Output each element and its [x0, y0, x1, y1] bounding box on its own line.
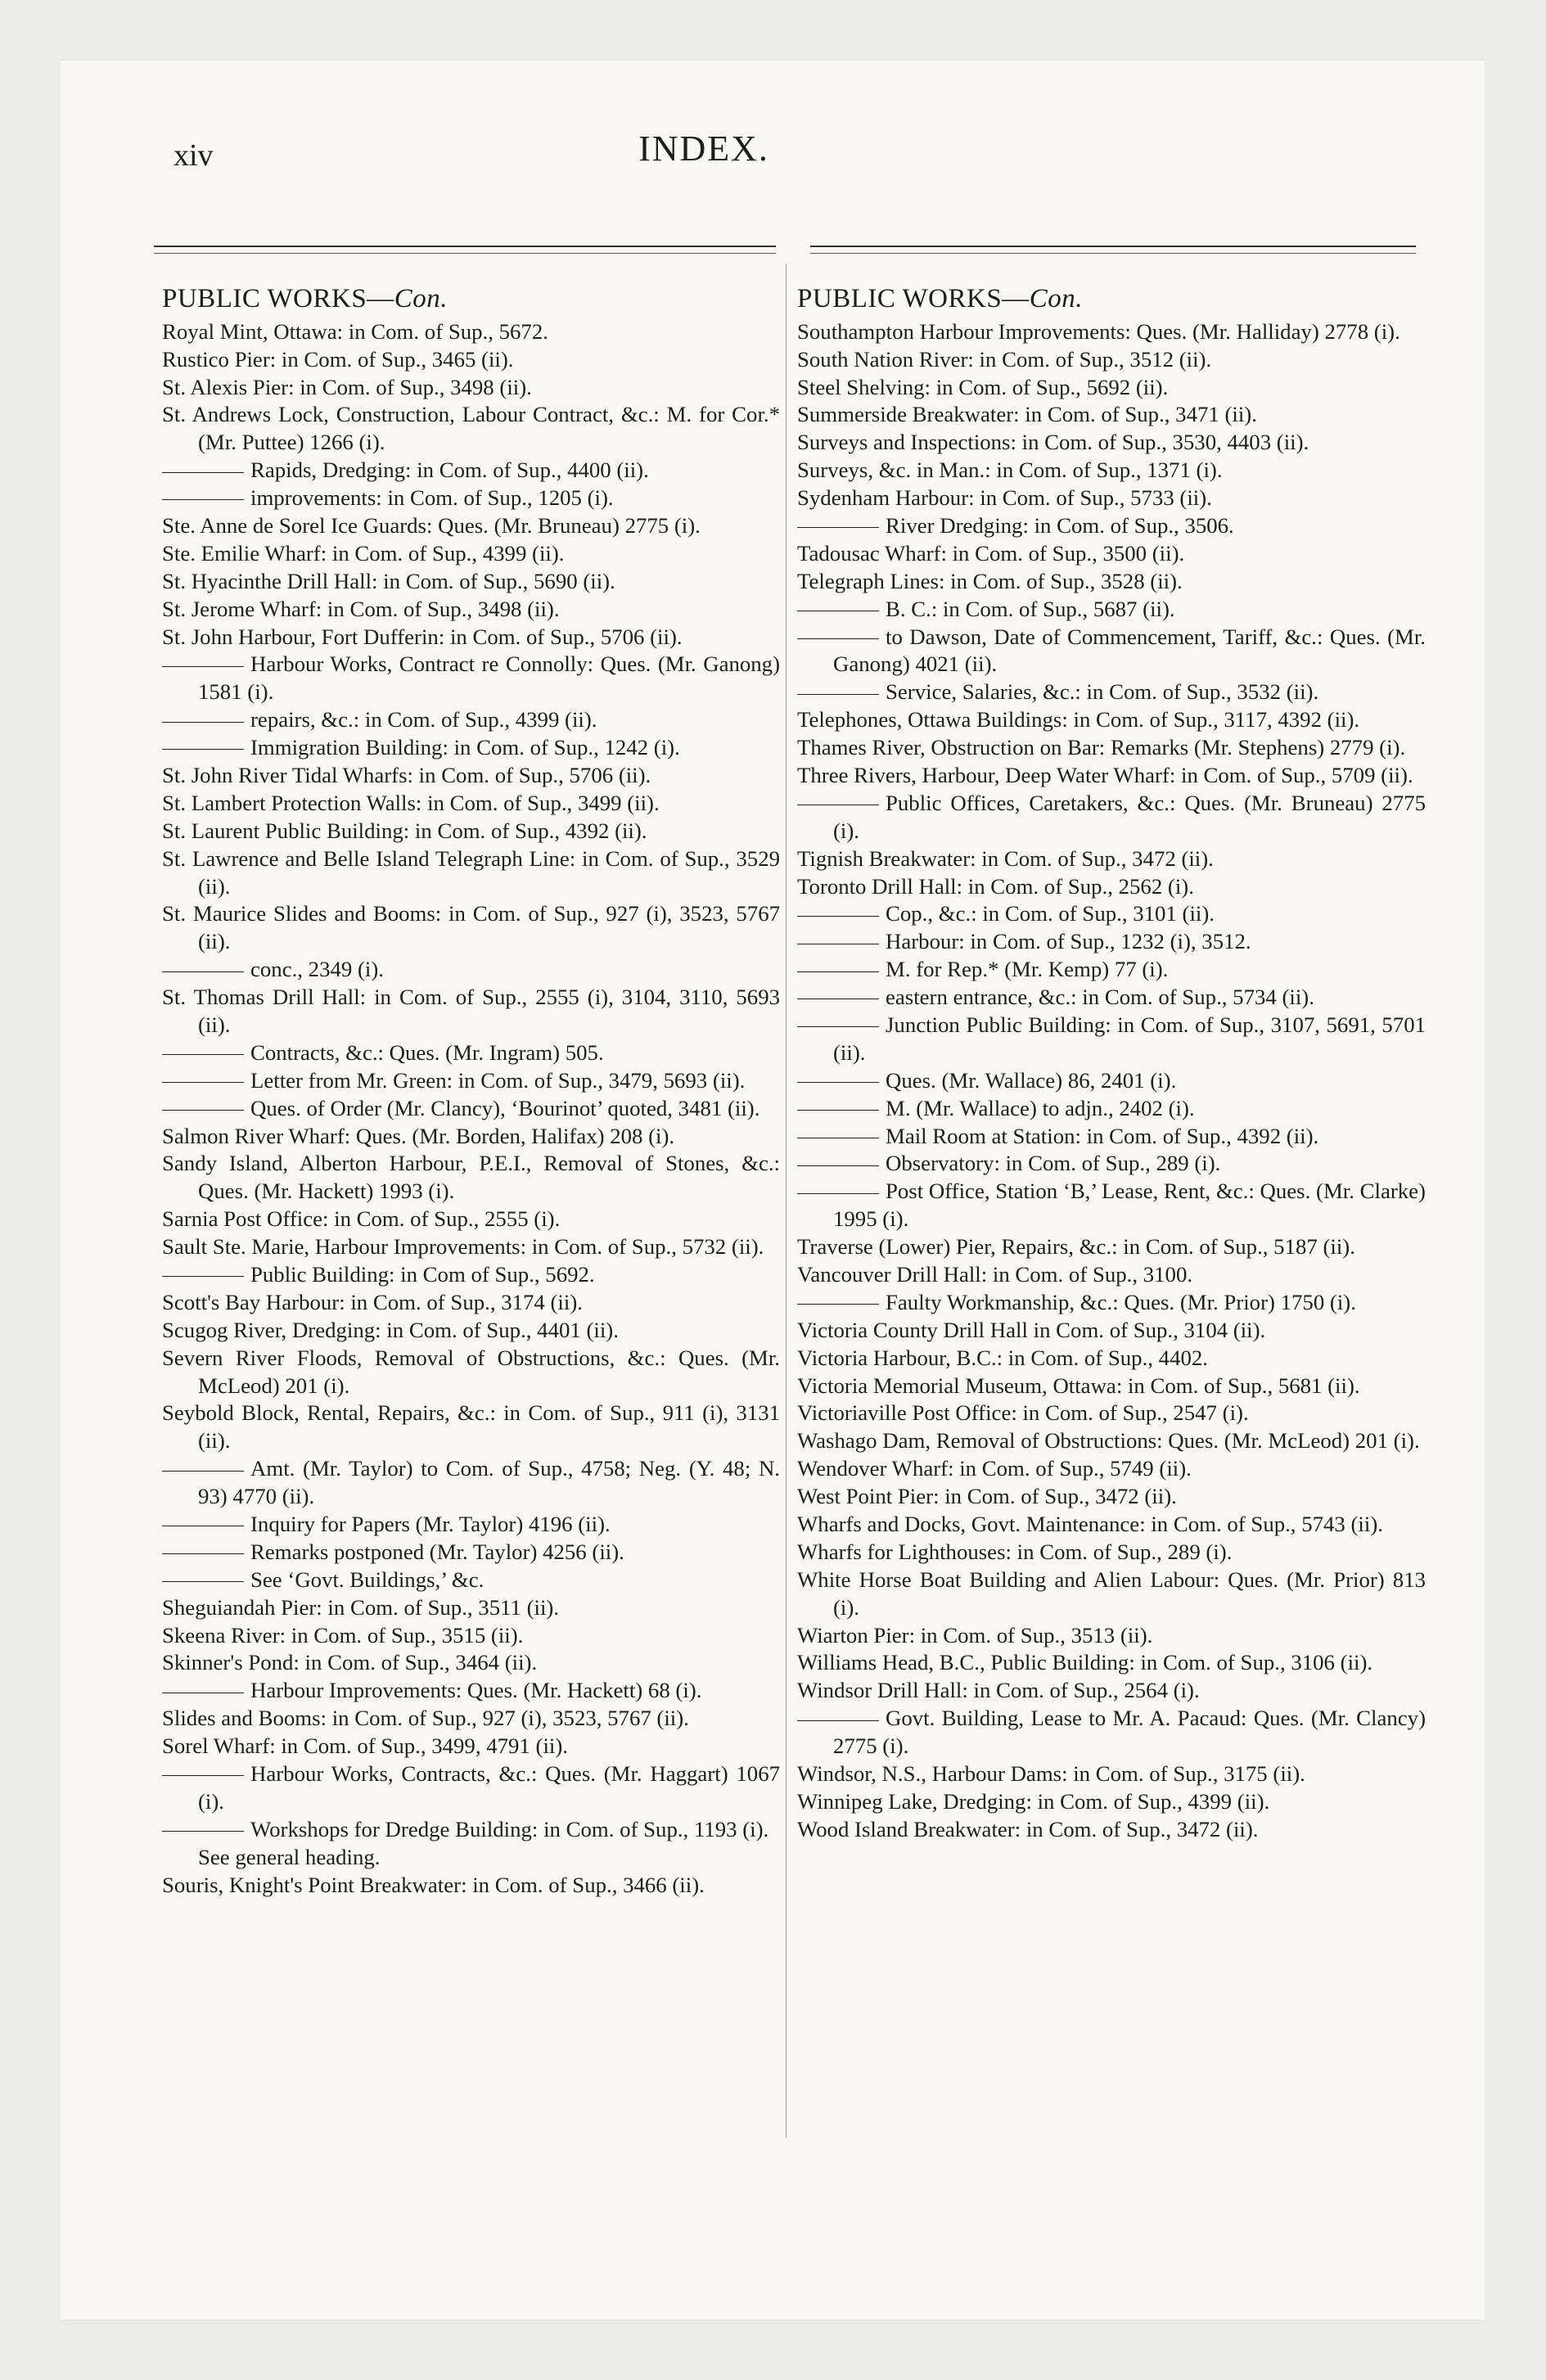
ditto-dash	[162, 1276, 244, 1277]
index-entry-text: Observatory: in Com. of Sup., 289 (i).	[886, 1151, 1221, 1176]
index-entry	[162, 540, 780, 568]
ditto-dash	[162, 722, 244, 723]
index-entry-text: Telephones, Ottawa Buildings: in Com. of Sup., 3117, 4392 (ii).	[797, 707, 1360, 732]
running-head-title: INDEX.	[638, 128, 769, 169]
index-entry-text: South Nation River: in Com. of Sup., 3512 (ii).	[797, 346, 1212, 372]
index-entry-text: Contracts, &c.: Ques. (Mr. Ingram) 505.	[250, 1039, 604, 1065]
index-entry	[162, 401, 780, 457]
index-entry	[797, 1095, 1426, 1123]
index-entry-text: Slides and Booms: in Com. of Sup., 927 (i), 3523, 5767 (ii).	[162, 1706, 689, 1731]
index-entry-text: Wiarton Pier: in Com. of Sup., 3513 (ii).	[797, 1622, 1153, 1648]
index-entry-text: M. (Mr. Wallace) to adjn., 2402 (i).	[886, 1095, 1195, 1120]
index-entry-text: Ques. of Order (Mr. Clancy), ‘Bourinot’ quoted, 3481 (ii).	[250, 1095, 760, 1120]
index-entry	[162, 1345, 780, 1400]
index-entry-text: to Dawson, Date of Commencement, Tariff, &c.: Ques. (Mr. Ganong) 4021 (ii).	[833, 624, 1426, 677]
left-entry-list	[162, 318, 780, 1900]
index-entry-text: Royal Mint, Ottawa: in Com. of Sup., 5672.	[162, 318, 548, 344]
index-entry-text: Southampton Harbour Improvements: Ques. (Mr. Halliday) 2778 (i).	[797, 318, 1400, 344]
index-entry-text: Wharfs for Lighthouses: in Com. of Sup., 289 (i).	[797, 1539, 1233, 1564]
index-entry	[797, 1012, 1426, 1067]
index-entry	[797, 1373, 1426, 1400]
index-entry-text: Tignish Breakwater: in Com. of Sup., 3472 (ii).	[797, 845, 1214, 871]
index-entry	[162, 1760, 780, 1816]
column-divider	[786, 264, 787, 2138]
index-entry	[797, 845, 1426, 873]
index-entry-text: Windsor Drill Hall: in Com. of Sup., 2564 (i).	[797, 1678, 1200, 1703]
index-entry	[797, 1788, 1426, 1816]
index-entry	[162, 984, 780, 1039]
ditto-dash	[162, 1082, 244, 1083]
index-entry-text: Sydenham Harbour: in Com. of Sup., 5733 (ii).	[797, 485, 1212, 511]
index-entry-text: Letter from Mr. Green: in Com. of Sup., 3479, 5693 (ii).	[250, 1067, 746, 1093]
index-entry-text: Severn River Floods, Removal of Obstructions, &c.: Ques. (Mr. McLeod) 201 (i).	[162, 1345, 780, 1398]
index-entry	[162, 956, 780, 984]
index-entry	[162, 1261, 780, 1289]
heading-main: PUBLIC WORKS—	[797, 284, 1030, 313]
ditto-dash	[797, 971, 879, 972]
index-entry-text: Ste. Anne de Sorel Ice Guards: Ques. (Mr. Bruneau) 2775 (i).	[162, 512, 701, 538]
right-entry-list	[797, 318, 1426, 1844]
index-entry	[797, 928, 1426, 956]
index-entry-text: Wharfs and Docks, Govt. Maintenance: in Com. of Sup., 5743 (ii).	[797, 1512, 1383, 1537]
index-entry-text: Steel Shelving: in Com. of Sup., 5692 (ii).	[797, 374, 1169, 399]
index-entry-text: White Horse Boat Building and Alien Labour: Ques. (Mr. Prior) 813 (i).	[797, 1566, 1426, 1620]
index-entry	[797, 512, 1426, 540]
index-entry-text: Cop., &c.: in Com. of Sup., 3101 (ii).	[886, 901, 1215, 926]
index-entry	[797, 1289, 1426, 1317]
index-entry	[797, 1816, 1426, 1844]
left-column	[162, 282, 780, 1900]
ditto-dash	[797, 916, 879, 917]
index-entry	[797, 374, 1426, 402]
index-entry	[797, 1067, 1426, 1095]
index-entry	[162, 374, 780, 402]
index-entry-text: Immigration Building: in Com. of Sup., 1242 (i).	[250, 735, 680, 760]
index-entry-text: See general heading.	[198, 1844, 381, 1869]
index-entry-text: St. Andrews Lock, Construction, Labour Contract, &c.: M. for Cor.* (Mr. Puttee) 1266 (i).	[162, 402, 780, 455]
index-entry-text: Traverse (Lower) Pier, Repairs, &c.: in Com. of Sup., 5187 (ii).	[797, 1234, 1355, 1260]
index-entry	[797, 596, 1426, 624]
index-entry	[797, 790, 1426, 845]
right-column-heading	[797, 282, 1426, 317]
index-entry-text: St. Alexis Pier: in Com. of Sup., 3498 (ii).	[162, 374, 532, 399]
index-entry	[162, 1039, 780, 1067]
ditto-dash	[797, 1165, 879, 1166]
index-entry-text: M. for Rep.* (Mr. Kemp) 77 (i).	[886, 957, 1169, 982]
heading-main: PUBLIC WORKS—	[162, 284, 394, 313]
index-entry-text: Victoria County Drill Hall in Com. of Sup., 3104 (ii).	[797, 1317, 1266, 1342]
index-entry	[162, 1123, 780, 1151]
right-column	[797, 282, 1426, 1844]
ditto-dash	[797, 1193, 879, 1194]
index-entry-text: Faulty Workmanship, &c.: Ques. (Mr. Prior) 1750 (i).	[886, 1289, 1356, 1314]
index-entry	[797, 956, 1426, 984]
ditto-dash	[162, 499, 244, 500]
index-entry-text: Williams Head, B.C., Public Building: in Com. of Sup., 3106 (ii).	[797, 1650, 1373, 1675]
index-entry-text: Winnipeg Lake, Dredging: in Com. of Sup., 4399 (ii).	[797, 1788, 1270, 1814]
index-entry	[797, 568, 1426, 596]
index-entry	[162, 1317, 780, 1345]
index-entry	[797, 1427, 1426, 1455]
index-entry	[162, 1206, 780, 1233]
index-entry-text: Mail Room at Station: in Com. of Sup., 4392 (ii).	[886, 1123, 1319, 1148]
index-entry	[162, 1594, 780, 1622]
index-entry-text: Skinner's Pond: in Com. of Sup., 3464 (ii).	[162, 1650, 538, 1675]
index-entry	[162, 318, 780, 346]
ditto-dash	[162, 1471, 244, 1472]
index-entry	[162, 651, 780, 706]
index-entry-text: River Dredging: in Com. of Sup., 3506.	[886, 512, 1234, 538]
index-entry-text: Three Rivers, Harbour, Deep Water Wharf: in Com. of Sup., 5709 (ii).	[797, 762, 1413, 787]
index-entry-text: St. Lambert Protection Walls: in Com. of Sup., 3499 (ii).	[162, 790, 660, 815]
index-entry	[162, 1400, 780, 1455]
index-entry-text: Amt. (Mr. Taylor) to Com. of Sup., 4758; Neg. (Y. 48; N. 93) 4770 (ii).	[198, 1456, 780, 1509]
index-entry	[797, 1760, 1426, 1788]
index-entry-text: St. Hyacinthe Drill Hall: in Com. of Sup., 5690 (ii).	[162, 568, 615, 593]
index-entry-text: Govt. Building, Lease to Mr. A. Pacaud: Ques. (Mr. Clancy) 2775 (i).	[833, 1706, 1426, 1759]
index-entry-text: St. Jerome Wharf: in Com. of Sup., 3498 (ii).	[162, 596, 560, 621]
index-entry	[797, 1150, 1426, 1178]
index-entry	[162, 706, 780, 734]
index-entry	[797, 540, 1426, 568]
index-entry-text: Vancouver Drill Hall: in Com. of Sup., 3100.	[797, 1262, 1193, 1287]
header-rule-right	[810, 246, 1416, 254]
index-entry	[797, 1345, 1426, 1373]
index-entry-text: Harbour Works, Contracts, &c.: Ques. (Mr. Haggart) 1067 (i).	[198, 1761, 780, 1814]
index-entry	[162, 1872, 780, 1900]
ditto-dash	[162, 971, 244, 972]
index-entry-text: Surveys and Inspections: in Com. of Sup., 3530, 4403 (ii).	[797, 430, 1309, 455]
index-entry	[797, 678, 1426, 706]
index-entry	[162, 1511, 780, 1539]
index-entry-text: B. C.: in Com. of Sup., 5687 (ii).	[886, 596, 1175, 621]
index-entry-text: Post Office, Station ‘B,’ Lease, Rent, &c.: Ques. (Mr. Clarke) 1995 (i).	[833, 1179, 1426, 1232]
header-rule-left	[154, 246, 776, 254]
index-entry	[797, 1178, 1426, 1233]
index-entry-text: Tadousac Wharf: in Com. of Sup., 3500 (ii).	[797, 540, 1185, 566]
index-entry-text: Surveys, &c. in Man.: in Com. of Sup., 1371 (i).	[797, 458, 1223, 483]
ditto-dash	[162, 666, 244, 667]
ditto-dash	[162, 1581, 244, 1582]
index-entry	[162, 845, 780, 901]
ditto-dash	[162, 1553, 244, 1554]
ditto-dash	[797, 527, 879, 528]
index-entry	[797, 1455, 1426, 1483]
ditto-dash	[162, 472, 244, 473]
index-entry	[162, 568, 780, 596]
index-entry	[162, 790, 780, 818]
index-entry	[162, 457, 780, 485]
index-entry-text: Wood Island Breakwater: in Com. of Sup., 3472 (ii).	[797, 1816, 1259, 1841]
index-entry-text: Public Offices, Caretakers, &c.: Ques. (Mr. Bruneau) 2775 (i).	[833, 790, 1426, 843]
index-entry-text: Skeena River: in Com. of Sup., 3515 (ii).	[162, 1622, 524, 1648]
index-entry	[797, 1233, 1426, 1261]
index-entry	[797, 734, 1426, 762]
index-entry-text: Harbour Works, Contract re Connolly: Ques. (Mr. Ganong) 1581 (i).	[198, 651, 780, 705]
index-entry	[797, 318, 1426, 346]
index-entry-text: Thames River, Obstruction on Bar: Remarks (Mr. Stephens) 2779 (i).	[797, 735, 1406, 760]
index-entry-text: eastern entrance, &c.: in Com. of Sup., 5734 (ii).	[886, 985, 1314, 1010]
index-entry-text: conc., 2349 (i).	[250, 957, 384, 982]
index-entry-text: Junction Public Building: in Com. of Sup., 3107, 5691, 5701 (ii).	[833, 1012, 1426, 1065]
page-header	[106, 113, 1301, 173]
index-entry	[797, 762, 1426, 790]
index-entry-text: Inquiry for Papers (Mr. Taylor) 4196 (ii).	[250, 1512, 611, 1537]
page-number: xiv	[174, 138, 214, 173]
index-entry-text: Wendover Wharf: in Com. of Sup., 5749 (ii).	[797, 1456, 1192, 1481]
index-entry	[162, 512, 780, 540]
index-entry-text: Rapids, Dredging: in Com. of Sup., 4400 (ii).	[250, 458, 649, 483]
index-entry	[797, 1566, 1426, 1622]
index-entry-text: St. John River Tidal Wharfs: in Com. of Sup., 5706 (ii).	[162, 762, 651, 787]
index-entry	[797, 900, 1426, 928]
index-entry	[797, 1677, 1426, 1705]
index-entry	[797, 706, 1426, 734]
index-entry	[162, 1067, 780, 1095]
index-entry	[162, 1649, 780, 1677]
index-entry-text: Telegraph Lines: in Com. of Sup., 3528 (ii).	[797, 568, 1183, 593]
index-entry-text: See ‘Govt. Buildings,’ &c.	[250, 1566, 485, 1592]
index-entry	[162, 1566, 780, 1594]
index-entry-text: West Point Pier: in Com. of Sup., 3472 (ii).	[797, 1484, 1177, 1509]
index-entry-text: St. Lawrence and Belle Island Telegraph Line: in Com. of Sup., 3529 (ii).	[162, 845, 780, 899]
index-entry-text: Sarnia Post Office: in Com. of Sup., 2555 (i).	[162, 1206, 561, 1232]
index-entry	[162, 624, 780, 651]
index-entry-text: Victoriaville Post Office: in Com. of Sup., 2547 (i).	[797, 1400, 1249, 1426]
ditto-dash	[797, 998, 879, 999]
ditto-dash	[797, 638, 879, 639]
index-entry	[162, 1844, 780, 1872]
ditto-dash	[797, 1082, 879, 1083]
index-entry	[797, 346, 1426, 374]
index-entry	[162, 1733, 780, 1760]
index-entry-text: Sorel Wharf: in Com. of Sup., 3499, 4791 (ii).	[162, 1733, 568, 1759]
index-entry	[162, 818, 780, 845]
index-entry-text: Service, Salaries, &c.: in Com. of Sup., 3532 (ii).	[886, 679, 1319, 705]
ditto-dash	[797, 1110, 879, 1111]
index-entry	[797, 1649, 1426, 1677]
index-entry-text: Workshops for Dredge Building: in Com. of Sup., 1193 (i).	[250, 1816, 769, 1841]
index-entry	[797, 1705, 1426, 1760]
index-entry	[162, 900, 780, 956]
index-entry-text: repairs, &c.: in Com. of Sup., 4399 (ii).	[250, 707, 597, 732]
index-entry	[162, 485, 780, 512]
index-entry-text: Washago Dam, Removal of Obstructions: Ques. (Mr. McLeod) 201 (i).	[797, 1428, 1420, 1454]
index-entry	[797, 401, 1426, 429]
index-entry-text: St. Laurent Public Building: in Com. of Sup., 4392 (ii).	[162, 818, 647, 843]
index-entry-text: Souris, Knight's Point Breakwater: in Com. of Sup., 3466 (ii).	[162, 1872, 705, 1897]
index-entry-text: Seybold Block, Rental, Repairs, &c.: in Com. of Sup., 911 (i), 3131 (ii).	[162, 1400, 780, 1454]
ditto-dash	[162, 749, 244, 750]
index-entry	[162, 1289, 780, 1317]
index-entry-text: Harbour Improvements: Ques. (Mr. Hackett) 68 (i).	[250, 1678, 702, 1703]
index-entry	[797, 1622, 1426, 1650]
index-entry	[162, 1539, 780, 1566]
index-entry-text: Scugog River, Dredging: in Com. of Sup., 4401 (ii).	[162, 1317, 619, 1342]
index-entry	[162, 1622, 780, 1650]
index-entry-text: Sheguiandah Pier: in Com. of Sup., 3511 (ii).	[162, 1594, 560, 1620]
index-entry	[162, 1455, 780, 1511]
index-entry	[797, 984, 1426, 1012]
index-entry	[797, 429, 1426, 457]
ditto-dash	[797, 1720, 879, 1721]
index-entry-text: Harbour: in Com. of Sup., 1232 (i), 3512.	[886, 929, 1251, 954]
index-entry-text: Remarks postponed (Mr. Taylor) 4256 (ii).	[250, 1539, 624, 1564]
ditto-dash	[162, 1775, 244, 1776]
heading-continued: Con.	[1029, 284, 1083, 313]
index-entry-text: Ques. (Mr. Wallace) 86, 2401 (i).	[886, 1067, 1177, 1093]
index-entry-text: St. Maurice Slides and Booms: in Com. of Sup., 927 (i), 3523, 5767 (ii).	[162, 901, 780, 954]
index-entry	[797, 1539, 1426, 1566]
index-entry-text: Toronto Drill Hall: in Com. of Sup., 2562 (i).	[797, 873, 1194, 899]
ditto-dash	[797, 1026, 879, 1027]
index-entry-text: Ste. Emilie Wharf: in Com. of Sup., 4399 (ii).	[162, 540, 565, 566]
index-entry	[162, 346, 780, 374]
index-entry-text: Victoria Memorial Museum, Ottawa: in Com. of Sup., 5681 (ii).	[797, 1373, 1360, 1398]
left-column-heading	[162, 282, 780, 317]
index-entry-text: Victoria Harbour, B.C.: in Com. of Sup., 4402.	[797, 1345, 1208, 1370]
ditto-dash	[162, 1831, 244, 1832]
index-entry-text: improvements: in Com. of Sup., 1205 (i).	[250, 485, 614, 511]
index-entry-text: St. John Harbour, Fort Dufferin: in Com. of Sup., 5706 (ii).	[162, 624, 683, 649]
index-entry-text: Sault Ste. Marie, Harbour Improvements: in Com. of Sup., 5732 (ii).	[162, 1234, 764, 1260]
index-entry	[162, 762, 780, 790]
index-entry	[797, 1511, 1426, 1539]
index-entry-text: Windsor, N.S., Harbour Dams: in Com. of Sup., 3175 (ii).	[797, 1761, 1305, 1787]
index-entry	[797, 624, 1426, 679]
index-entry	[797, 1400, 1426, 1427]
index-entry	[162, 1816, 780, 1844]
index-entry	[162, 734, 780, 762]
index-entry-text: Public Building: in Com of Sup., 5692.	[250, 1262, 595, 1287]
index-entry-text: Sandy Island, Alberton Harbour, P.E.I., Removal of Stones, &c.: Ques. (Mr. Hackett) 1993 (i).	[162, 1151, 780, 1204]
index-entry	[162, 1705, 780, 1733]
index-entry	[797, 457, 1426, 485]
index-entry	[797, 873, 1426, 901]
index-entry	[162, 1150, 780, 1206]
index-entry	[797, 1317, 1426, 1345]
heading-continued: Con.	[394, 284, 448, 313]
index-entry	[797, 1123, 1426, 1151]
index-entry	[797, 485, 1426, 512]
ditto-dash	[162, 1054, 244, 1055]
index-entry-text: Summerside Breakwater: in Com. of Sup., 3471 (ii).	[797, 402, 1257, 427]
index-entry	[162, 1233, 780, 1261]
index-entry	[797, 1483, 1426, 1511]
index-entry	[797, 1261, 1426, 1289]
index-entry-text: Scott's Bay Harbour: in Com. of Sup., 3174 (ii).	[162, 1289, 583, 1314]
index-entry	[162, 1677, 780, 1705]
index-entry	[162, 1095, 780, 1123]
ditto-dash	[162, 1110, 244, 1111]
index-entry-text: Rustico Pier: in Com. of Sup., 3465 (ii).	[162, 346, 514, 372]
ditto-dash	[797, 1304, 879, 1305]
index-entry-text: St. Thomas Drill Hall: in Com. of Sup., 2555 (i), 3104, 3110, 5693 (ii).	[162, 985, 780, 1037]
index-entry	[162, 596, 780, 624]
index-entry-text: Salmon River Wharf: Ques. (Mr. Borden, Halifax) 208 (i).	[162, 1123, 675, 1148]
ditto-dash	[797, 694, 879, 695]
